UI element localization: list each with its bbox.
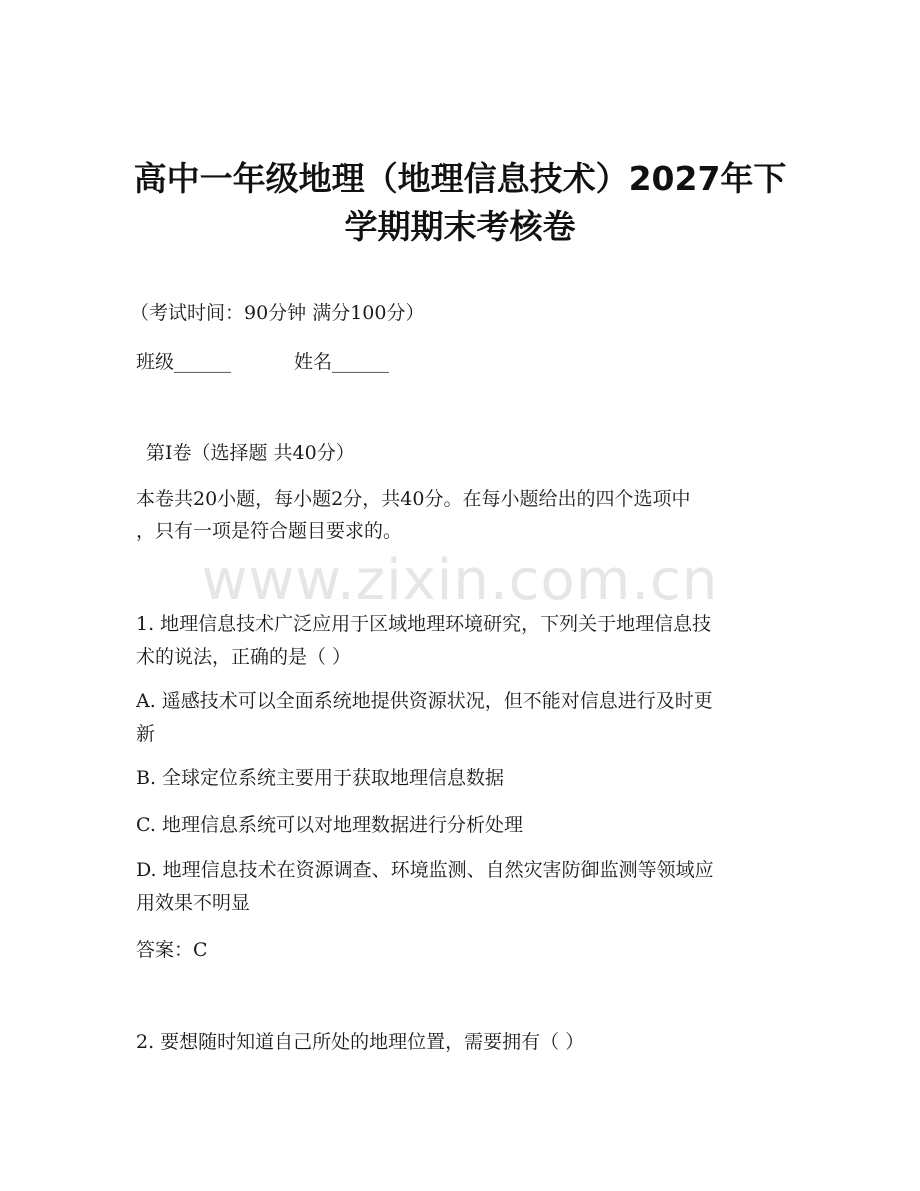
watermark: www.zixin.com.cn [201,548,719,613]
section-instructions-line-1: 本卷共20小题，每小题2分，共40分。在每小题给出的四个选项中 [136,488,691,510]
question-1-option-d-line-2: 用效果不明显 [136,892,251,914]
exam-title-line-2: 学期期末考核卷 [344,207,576,246]
exam-info: （考试时间：90分钟 满分100分） [130,302,425,324]
question-1-answer: 答案：C [136,939,208,961]
name-field: 姓名______ [294,351,390,373]
question-1-option-b: B. 全球定位系统主要用于获取地理信息数据 [136,767,505,789]
exam-title-line-1: 高中一年级地理（地理信息技术）2027年下 [133,159,787,198]
question-1-option-a-line-1: A. 遥感技术可以全面系统地提供资源状况，但不能对信息进行及时更 [136,690,713,712]
section-instructions-line-2: ，只有一项是符合题目要求的。 [136,520,403,542]
class-field: 班级______ [136,351,232,373]
question-1-option-d-line-1: D. 地理信息技术在资源调查、环境监测、自然灾害防御监测等领域应 [136,859,714,881]
question-1-option-a-line-2: 新 [136,723,156,745]
question-1-option-c: C. 地理信息系统可以对地理数据进行分析处理 [136,814,523,836]
question-1-stem-line-1: 1. 地理信息技术广泛应用于区域地理环境研究，下列关于地理信息技 [136,613,712,635]
section-heading: 第I卷（选择题 共40分） [146,442,355,464]
question-1-stem-line-2: 术的说法，正确的是（ ） [136,646,352,668]
question-2-stem-line-1: 2. 要想随时知道自己所处的地理位置，需要拥有（ ） [136,1031,585,1053]
